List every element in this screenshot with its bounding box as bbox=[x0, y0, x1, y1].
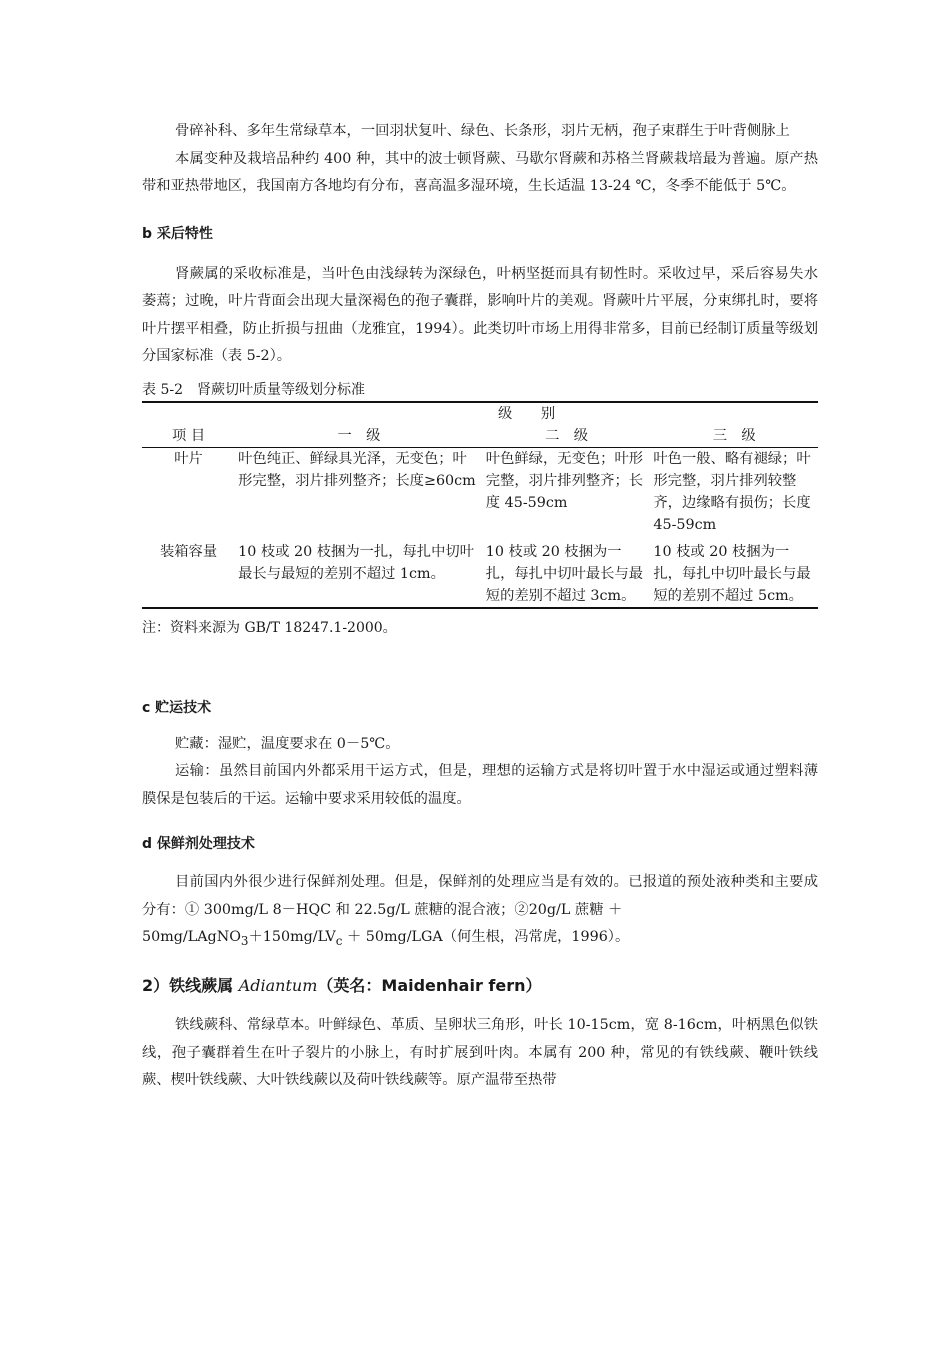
paragraph-transport: 运输：虽然目前国内外都采用干运方式，但是，理想的运输方式是将切叶置于水中湿运或通过塑料薄膜保是包装后的干运。运输中要求采用较低的温度。 bbox=[142, 763, 818, 807]
row-item: 装箱容量 bbox=[159, 543, 218, 560]
header-grade-3: 三 级 bbox=[650, 425, 818, 448]
row-item: 叶片 bbox=[174, 450, 203, 467]
paragraph-adiantum: 铁线蕨科、常绿草本。叶鲜绿色、革质、呈卵状三角形，叶长 10-15cm，宽 8-16cm，叶柄黑色似铁线，孢子囊群着生在叶子裂片的小脉上，有时扩展到叶肉。本属有 200 种，常见的有铁线蕨、鞭叶铁线蕨、楔叶铁线蕨、大叶铁线蕨以及荷叶铁线蕨等。原产温带至热带 bbox=[142, 1017, 818, 1089]
header-item: 项 目 bbox=[142, 402, 235, 448]
paragraph-harvest: 肾蕨属的采收标准是，当叶色由浅绿转为深绿色，叶柄坚挺而具有韧性时。采收过早，采后容易失水萎蔫；过晚，叶片背面会出现大量深褐色的孢子囊群，影响叶片的美观。肾蕨叶片平展，分束绑扎时，要将叶片摆平相叠，防止折损与扭曲（龙雅宜，1994）。此类切叶市场上用得非常多，目前已经制订质量等级划分国家标准（表 5-2）。 bbox=[142, 265, 818, 364]
row-grade-1: 叶色纯正、鲜绿具光泽，无变色；叶形完整，羽片排列整齐；长度≥60cm bbox=[238, 450, 476, 489]
header-grade-2: 二 级 bbox=[483, 425, 651, 448]
heading-c: c 贮运技术 bbox=[142, 699, 212, 716]
paragraph-intro-1: 骨碎补科、多年生常绿草本，一回羽状复叶、绿色、长条形，羽片无柄，孢子束群生于叶背侧脉上 bbox=[175, 123, 790, 139]
row-grade-2: 叶色鲜绿，无变色；叶形完整，羽片排列整齐；长度 45-59cm bbox=[485, 450, 644, 511]
table-caption: 表 5-2 肾蕨切叶质量等级划分标准 bbox=[142, 381, 365, 398]
header-grade: 级 别 bbox=[497, 405, 556, 422]
row-grade-3: 10 枝或 20 枝捆为一扎，每扎中切叶最长与最短的差别不超过 5cm。 bbox=[653, 543, 811, 604]
paragraph-intro-2: 本属变种及栽培品种约 400 种，其中的波士顿肾蕨、马歇尔肾蕨和苏格兰肾蕨栽培最为普遍。原产热带和亚热带地区，我国南方各地均有分布，喜高温多湿环境，生长适温 13-24 ℃，冬季不能低于 5℃。 bbox=[142, 150, 818, 194]
paragraph-preserve: 目前国内外很少进行保鲜剂处理。但是，保鲜剂的处理应当是有效的。已报道的预处液种类和主要成分有：① 300mg/L 8－HQC 和 22.5g/L 蔗糖的混合液；②20g/L 蔗糖 ＋ bbox=[142, 874, 818, 918]
formula-part: 50mg/LAgNO bbox=[142, 929, 241, 945]
formula-subscript: 3 bbox=[240, 933, 249, 948]
row-grade-3: 叶色一般、略有褪绿；叶形完整，羽片排列较整齐，边缘略有损伤；长度 45-59cm bbox=[653, 450, 811, 533]
section-heading-suffix: （英名：Maidenhair fern） bbox=[317, 976, 542, 996]
grade-table bbox=[142, 401, 818, 609]
table-note: 注：资料来源为 GB/T 18247.1-2000。 bbox=[142, 619, 397, 636]
formula-subscript: c bbox=[335, 933, 343, 948]
formula-part: ＋150mg/LV bbox=[248, 929, 336, 945]
table-row bbox=[142, 536, 818, 608]
section-heading-adiantum bbox=[142, 973, 818, 996]
document-page bbox=[142, 0, 818, 1095]
table-row bbox=[142, 447, 818, 536]
formula-part: ＋ 50mg/LGA（何生根，冯常虎，1996）。 bbox=[342, 929, 630, 945]
row-grade-2: 10 枝或 20 枝捆为一扎，每扎中切叶最长与最短的差别不超过 3cm。 bbox=[485, 543, 644, 604]
section-heading-prefix: 2）铁线蕨属 bbox=[142, 976, 239, 996]
section-heading-latin: Adiantum bbox=[238, 976, 318, 996]
row-grade-1: 10 枝或 20 枝捆为一扎，每扎中切叶最长与最短的差别不超过 1cm。 bbox=[238, 543, 474, 582]
paragraph-storage: 贮藏：湿贮，温度要求在 0－5℃。 bbox=[175, 735, 400, 752]
paragraph-preserve-formula bbox=[142, 924, 818, 955]
heading-b: b 采后特性 bbox=[142, 225, 213, 242]
heading-d: d 保鲜剂处理技术 bbox=[142, 836, 255, 852]
header-grade-1: 一 级 bbox=[235, 425, 483, 448]
